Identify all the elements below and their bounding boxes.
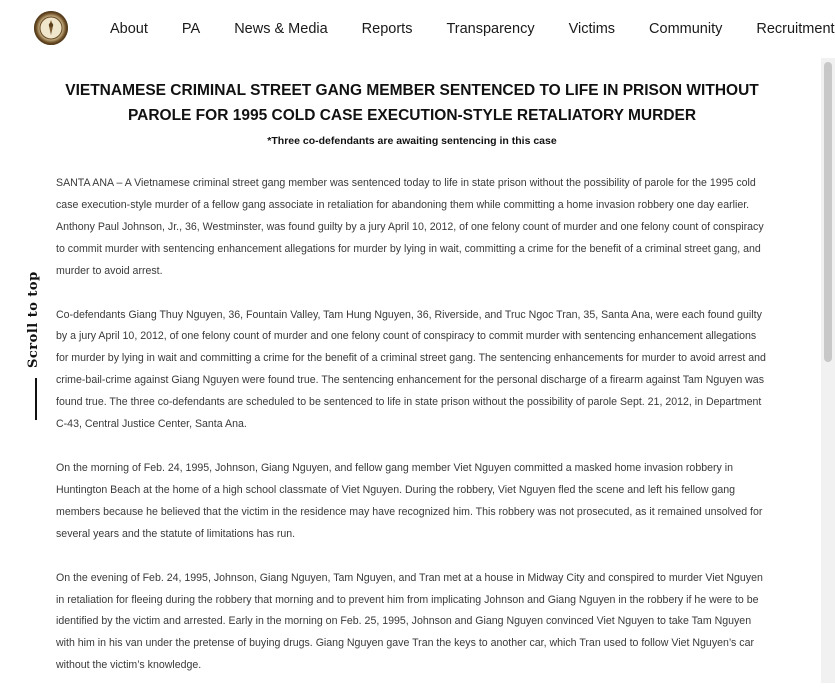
article — [56, 78, 768, 699]
scroll-to-top-button[interactable] — [22, 271, 50, 430]
article-paragraph: Co-defendants Giang Thuy Nguyen, 36, Fountain Valley, Tam Hung Nguyen, 36, Riverside, and Truc Ngoc Tran, 35, Santa Ana, were each found guilty by a jury April 10, 2012, of one felony count of murder and one felony count of conspiracy to commit murder with sentencing enhancement allegations for murder by lying in wait and committing a crime for the benefit of a criminal street gang. The sentencing enhancements for murder to avoid arrest and crime-bail-crime against Giang Nguyen were found true. The sentencing enhancement for the personal discharge of a firearm against Tam Nguyen was found true. The three co-defendants are scheduled to be sentenced to life in state prison without the possibility of parole Sept. 21, 2012, in Department C-43, Central Justice Center, Santa Ana. — [56, 308, 766, 431]
article-subtitle: *Three co-defendants are awaiting sentencing in this case — [267, 135, 557, 147]
nav-item-transparency[interactable]: Transparency — [446, 21, 535, 37]
nav-item-victims[interactable]: Victims — [568, 21, 616, 37]
nav-item-community[interactable]: Community — [649, 21, 723, 37]
article-paragraph: SANTA ANA – A Vietnamese criminal street gang member was sentenced today to life in state prison without the possibility of parole for the 1995 cold case execution-style murder of a fellow gang associate in retaliation for abandoning them while committing a home invasion robbery one day earlier. Anthony Paul Johnson, Jr., 36, Westminster, was found guilty by a jury April 10, 2012, of one felony count of murder and one felony count of conspiracy to commit murder with sentencing enhancement allegations for murder by lying in wait, committing a crime for the benefit of a criminal street gang, and murder to avoid arrest. — [56, 177, 764, 277]
county-seal-logo[interactable] — [34, 11, 68, 45]
nav-item-pa[interactable]: PA — [181, 21, 201, 37]
article-paragraph: On the evening of Feb. 24, 1995, Johnson, Giang Nguyen, Tam Nguyen, and Tran met at a house in Midway City and conspired to murder Viet Nguyen in retaliation for fleeing during the robbery that morning and to prevent him from implicating Johnson and Giang Nguyen in the robbery if he were to be identified by the victim and arrested. Early in the morning on Feb. 25, 1995, Johnson and Giang Nguyen convinced Viet Nguyen to take Tam Nguyen with him in his van under the pretense of buying drugs. Giang Nguyen gave Tran the keys to another car, which Tran used to follow Viet Nguyen’s car without the victim’s knowledge. — [56, 571, 763, 672]
article-paragraph: On the morning of Feb. 24, 1995, Johnson, Giang Nguyen, and fellow gang member Viet Nguyen committed a masked home invasion robbery in Huntington Beach at the home of a high school classmate of Viet Nguyen. During the robbery, Viet Nguyen fled the scene and left his fellow gang members because he believed that the victim in the residence may have recognized him. This robbery was not prosecuted, as it remained unsolved for several years and the statute of limitations has run. — [56, 461, 763, 540]
nav-item-about[interactable]: About — [110, 21, 148, 37]
scrollbar-thumb[interactable] — [824, 62, 832, 362]
page-scrollbar[interactable] — [821, 58, 835, 683]
article-title: VIETNAMESE CRIMINAL STREET GANG MEMBER SENTENCED TO LIFE IN PRISON WITHOUT PAROLE FOR 1995 COLD CASE EXECUTION-STYLE RETALIATORY MURDER — [65, 82, 759, 124]
main-navigation — [110, 18, 835, 40]
article-body — [56, 173, 768, 677]
nav-item-recruitment[interactable]: Recruitment — [756, 21, 835, 37]
scroll-to-top-label: Scroll to top — [26, 271, 41, 368]
nav-item-news-media[interactable]: News & Media — [234, 21, 328, 37]
site-header — [0, 0, 835, 58]
scroll-to-top-line — [35, 378, 37, 420]
nav-item-reports[interactable]: Reports — [361, 21, 413, 37]
